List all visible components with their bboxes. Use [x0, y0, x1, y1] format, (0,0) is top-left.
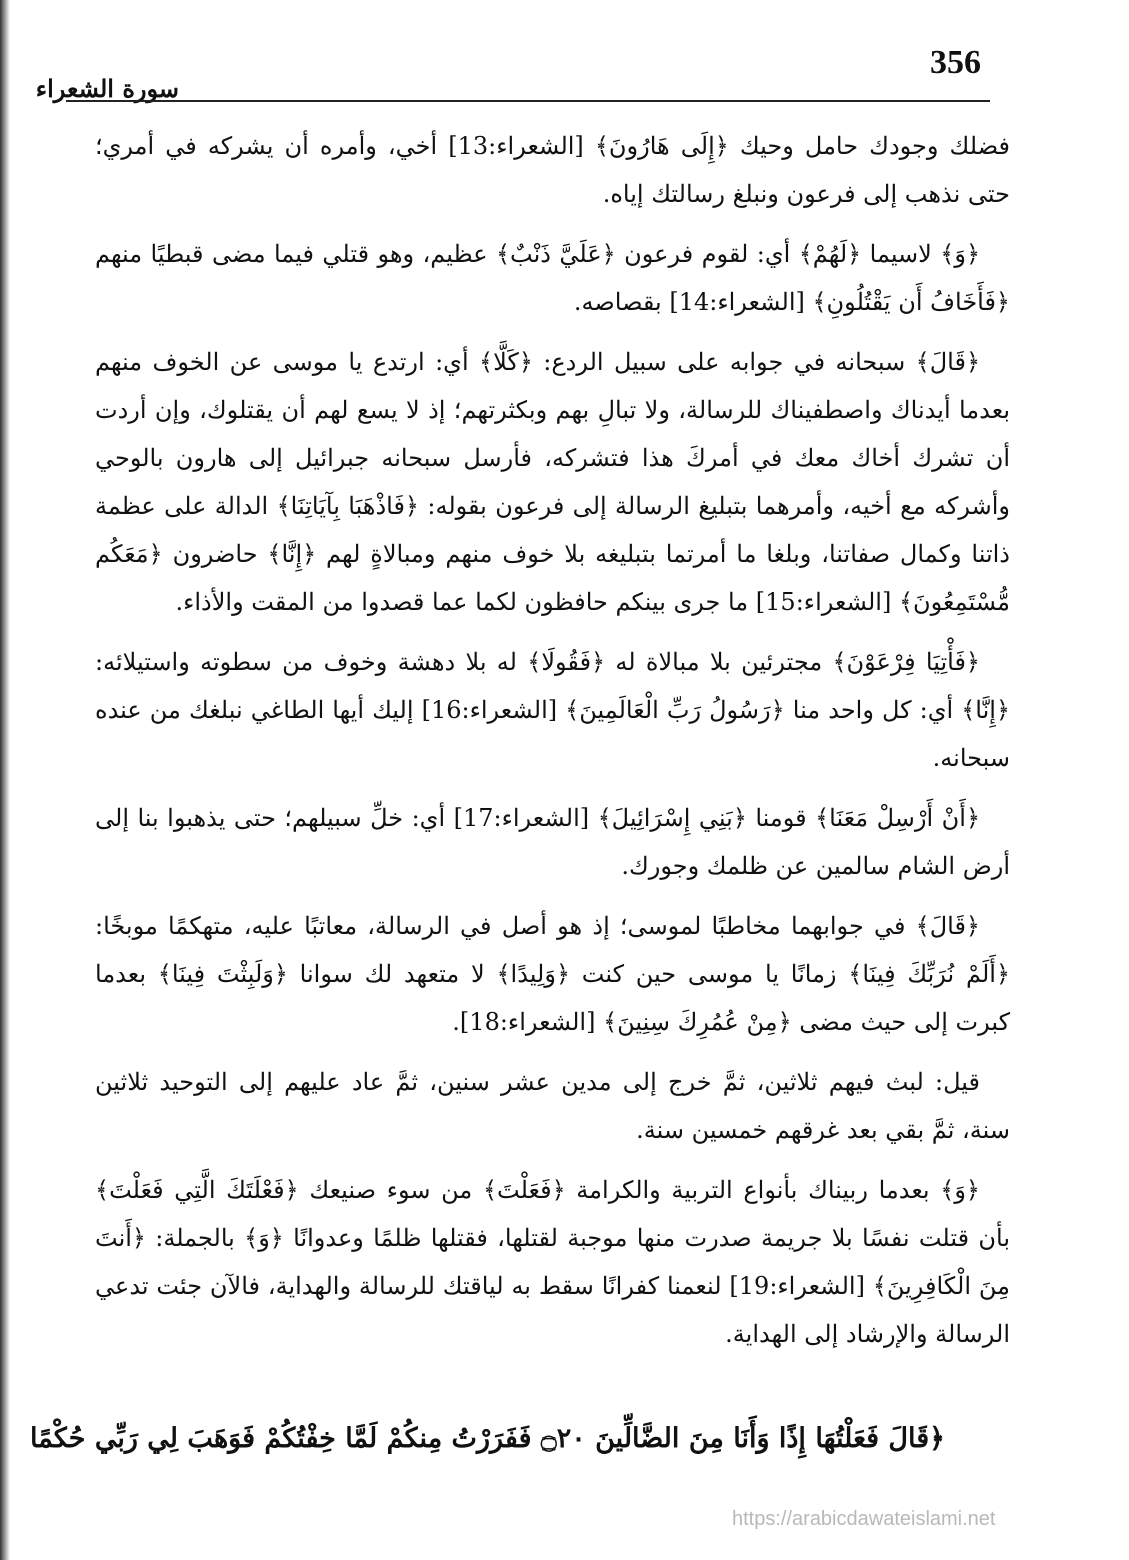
paragraph-5: ﴿أَنْ أَرْسِلْ مَعَنَا﴾ قومنا ﴿بَنِي إِسْرَائِيلَ﴾ [الشعراء:17] أي: خلِّ سبيلهم؛ حتى يذهبوا بنا إلى أرض الشام سالمين عن ظلمك وجورك. — [95, 804, 1010, 880]
paragraph-6: ﴿قَالَ﴾ في جوابهما مخاطبًا لموسى؛ إذ هو أصل في الرسالة، معاتبًا عليه، متهكمًا موبخًا: ﴿أَلَمْ نُرَبِّكَ فِينَا﴾ زمانًا يا موسى حين كنت ﴿وَلِيدًا﴾ لا متعهد لك سوانا ﴿وَلَبِثْتَ فِينَا﴾ بعدما كبرت إلى حيث مضى ﴿مِنْ عُمُرِكَ سِنِينَ﴾ [الشعراء:18]. — [95, 912, 1011, 1036]
paragraph-1: فضلك وجودك حامل وحيك ﴿إِلَى هَارُونَ﴾ [الشعراء:13] أخي، وأمره أن يشركه في أمري؛ حتى نذهب إلى فرعون ونبلغ رسالتك إياه. — [95, 132, 1010, 208]
watermark-url: https://arabicdawateislami.net — [732, 1508, 996, 1530]
paragraph-2: ﴿وَ﴾ لاسيما ﴿لَهُمْ﴾ أي: لقوم فرعون ﴿عَلَيَّ ذَنْبٌ﴾ عظيم، وهو قتلي فيما مضى قبطيًا منهم ﴿فَأَخَافُ أَن يَقْتُلُونِ﴾ [الشعراء:14] بقصاصه. — [95, 240, 1010, 316]
paragraph-7: قيل: لبث فيهم ثلاثين، ثمَّ خرج إلى مدين عشر سنين، ثمَّ عاد عليهم إلى التوحيد ثلاثين سنة، ثمَّ بقي بعد غرقهم خمسين سنة. — [95, 1068, 1010, 1144]
quran-verse-footer: ﴿قَالَ فَعَلْتُهَا إِذًا وَأَنَا مِنَ الضَّالِّينَ ۝٢٠ فَفَرَرْتُ مِنكُمْ لَمَّا خِفْتُكُمْ فَوَهَبَ لِي رَبِّي حُكْمًا — [30, 1423, 945, 1454]
page-number: 356 — [930, 44, 981, 81]
scan-edge — [0, 0, 10, 1560]
paragraph-3: ﴿قَالَ﴾ سبحانه في جوابه على سبيل الردع: ﴿كَلَّا﴾ أي: ارتدع يا موسى عن الخوف منهم بعدما أيدناك واصطفيناك للرسالة، ولا تبالِ بهم وبكثرتهم؛ إذ لا يسع لهم أن يقتلوك، وإن أردت أن تشرك أخاك معك في أمركَ هذا فتشركه، فأرسل سبحانه جبرائيل إلى هارون بالوحي وأشركه مع أخيه، وأمرهما بتبليغ الرسالة إلى فرعون بقوله: ﴿فَاذْهَبَا بِآيَاتِنَا﴾ الدالة على عظمة ذاتنا وكمال صفاتنا، وبلغا ما أمرتما بتبليغه بلا خوف منهم ومبالاةٍ لهم ﴿إِنَّا﴾ حاضرون ﴿مَعَكُم مُّسْتَمِعُونَ﴾ [الشعراء:15] ما جرى بينكم حافظون لكما عما قصدوا من المقت والأذاء. — [95, 348, 1010, 616]
header-divider — [66, 100, 990, 102]
paragraph-4: ﴿فَأْتِيَا فِرْعَوْنَ﴾ مجترئين بلا مبالاة له ﴿فَقُولَا﴾ له بلا دهشة وخوف من سطوته واستيلائه: ﴿إِنَّا﴾ أي: كل واحد منا ﴿رَسُولُ رَبِّ الْعَالَمِينَ﴾ [الشعراء:16] إليك أيها الطاغي نبلغك من عنده سبحانه. — [95, 648, 1011, 772]
body-text — [95, 122, 1010, 1370]
paragraph-8: ﴿وَ﴾ بعدما ربيناك بأنواع التربية والكرامة ﴿فَعَلْتَ﴾ من سوء صنيعك ﴿فَعْلَتَكَ الَّتِي فَعَلْتَ﴾ بأن قتلت نفسًا بلا جريمة صدرت منها موجبة لقتلها، فقتلها ظلمًا وعدوانًا ﴿وَ﴾ بالجملة: ﴿أَنتَ مِنَ الْكَافِرِينَ﴾ [الشعراء:19] لنعمنا كفرانًا سقط به لياقتك للرسالة والهداية، فالآن جئت تدعي الرسالة والإرشاد إلى الهداية. — [95, 1176, 1010, 1348]
surah-title: سورة الشعراء — [35, 74, 179, 103]
